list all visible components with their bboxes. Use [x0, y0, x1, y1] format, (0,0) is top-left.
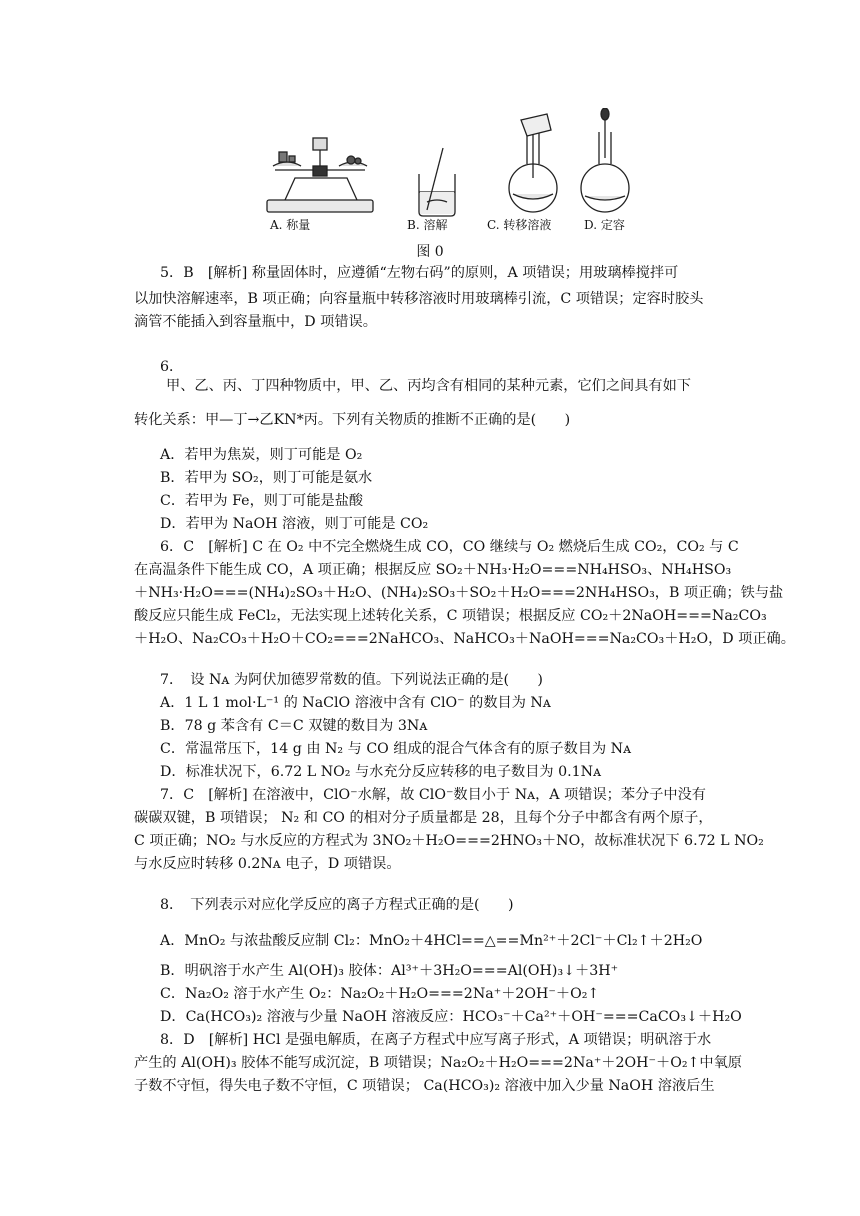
q8-option-d: D．Ca(HCO₃)₂ 溶液与少量 NaOH 溶液反应：HCO₃⁻＋Ca²⁺＋OH⁻===CaCO₃↓＋H₂O: [160, 1009, 742, 1025]
q5-answer-line-1: 5．B [解析] 称量固体时，应遵循“左物右码”的原则，A 项错误；用玻璃棒搅拌可: [160, 265, 679, 281]
q8-option-b: B．明矾溶于水产生 Al(OH)₃ 胶体：Al³⁺＋3H₂O===Al(OH)₃↓＋3H⁺: [160, 963, 619, 979]
q5-answer-line-3: 滴管不能插入到容量瓶中，D 项错误。: [134, 314, 377, 330]
balance-drawing: [267, 138, 373, 212]
q6-option-c: C．若甲为 Fe，则丁可能是盐酸: [160, 493, 364, 509]
q6-answer-line-4: 酸反应只能生成 FeCl₂，无法实现上述转化关系，C 项错误；根据反应 CO₂＋2NaOH===Na₂CO₃: [134, 608, 767, 624]
volumetric-flask-transfer-drawing: [509, 114, 557, 212]
flask-dropper-drawing: [581, 108, 629, 212]
q7-stem: 7． 设 Nᴀ 为阿伏加德罗常数的值。下列说法正确的是( ): [160, 672, 543, 688]
figure-label-b: B. 溶解: [407, 218, 448, 232]
q5-answer-line-2: 以加快溶解速率，B 项正确；向容量瓶中转移溶液时用玻璃棒引流，C 项错误；定容时胶头: [134, 291, 704, 307]
q8-answer-line-1: 8．D [解析] HCl 是强电解质，在离子方程式中应写离子形式，A 项错误；明矾溶于水: [160, 1032, 712, 1048]
q6-stem-line-1: 甲、乙、丙、丁四种物质中，甲、乙、丙均含有相同的某种元素，它们之间具有如下: [166, 378, 691, 394]
q8-stem: 8． 下列表示对应化学反应的离子方程式正确的是( ): [160, 897, 514, 913]
q7-answer-line-4: 与水反应时转移 0.2Nᴀ 电子，D 项错误。: [134, 856, 401, 872]
q8-answer-line-3: 子数不守恒，得失电子数不守恒，C 项错误； Ca(HCO₃)₂ 溶液中加入少量 NaOH 溶液后生: [134, 1078, 715, 1094]
q7-answer-line-3: C 项正确；NO₂ 与水反应的方程式为 3NO₂＋H₂O===2HNO₃＋NO，故标准状况下 6.72 L NO₂: [134, 833, 764, 849]
figure-label-c: C. 转移溶液: [487, 218, 552, 232]
q6-number: 6．: [160, 359, 184, 375]
q7-answer-line-1: 7．C [解析] 在溶液中，ClO⁻水解，故 ClO⁻数目小于 Nᴀ，A 项错误；苯分子中没有: [160, 787, 706, 803]
q7-option-d: D．标准状况下，6.72 L NO₂ 与水充分反应转移的电子数目为 0.1Nᴀ: [160, 764, 602, 780]
q8-option-a: A．MnO₂ 与浓盐酸反应制 Cl₂：MnO₂＋4HCl==△==Mn²⁺＋2Cl⁻＋Cl₂↑＋2H₂O: [160, 933, 703, 949]
q8-answer-line-2: 产生的 Al(OH)₃ 胶体不能写成沉淀，B 项错误；Na₂O₂＋H₂O===2Na⁺＋2OH⁻＋O₂↑中氧原: [134, 1055, 742, 1071]
q6-option-b: B．若甲为 SO₂，则丁可能是氨水: [160, 470, 373, 486]
q7-option-c: C．常温常压下，14 g 由 N₂ 与 CO 组成的混合气体含有的原子数目为 Nᴀ: [160, 741, 632, 757]
q6-answer-line-3: ＋NH₃·H₂O===(NH₄)₂SO₃＋H₂O、(NH₄)₂SO₃＋SO₂＋H₂O===2NH₄HSO₃，B 项正确；铁与盐: [134, 585, 784, 601]
q6-answer-line-2: 在高温条件下能生成 CO，A 项正确；根据反应 SO₂＋NH₃·H₂O===NH₄HSO₃、NH₄HSO₃: [134, 562, 732, 578]
q6-option-d: D．若甲为 NaOH 溶液，则丁可能是 CO₂: [160, 516, 429, 532]
figure-caption: 图 0: [416, 244, 444, 260]
lab-apparatus-figure: [255, 108, 635, 220]
figure-label-a: A. 称量: [270, 218, 311, 232]
beaker-drawing: [419, 148, 455, 216]
figure-label-d: D. 定容: [584, 218, 625, 232]
q6-answer-line-5: ＋H₂O、Na₂CO₃＋H₂O＋CO₂===2NaHCO₃、NaHCO₃＋NaOH===Na₂CO₃＋H₂O，D 项正确。: [134, 631, 795, 647]
q6-answer-line-1: 6．C [解析] C 在 O₂ 中不完全燃烧生成 CO，CO 继续与 O₂ 燃烧后生成 CO₂，CO₂ 与 C: [160, 539, 739, 555]
q7-answer-line-2: 碳碳双键，B 项错误； N₂ 和 CO 的相对分子质量都是 28，且每个分子中都含有两个原子，: [134, 810, 713, 826]
q7-option-a: A．1 L 1 mol·L⁻¹ 的 NaClO 溶液中含有 ClO⁻ 的数目为 Nᴀ: [160, 695, 551, 711]
q8-option-c: C．Na₂O₂ 溶于水产生 O₂：Na₂O₂＋H₂O===2Na⁺＋2OH⁻＋O₂↑: [160, 986, 600, 1002]
q6-option-a: A．若甲为焦炭，则丁可能是 O₂: [160, 447, 363, 463]
q6-stem-line-2: 转化关系：甲—丁→乙KN*丙。下列有关物质的推断不正确的是( ): [134, 412, 571, 428]
q7-option-b: B．78 g 苯含有 C＝C 双键的数目为 3Nᴀ: [160, 718, 428, 734]
